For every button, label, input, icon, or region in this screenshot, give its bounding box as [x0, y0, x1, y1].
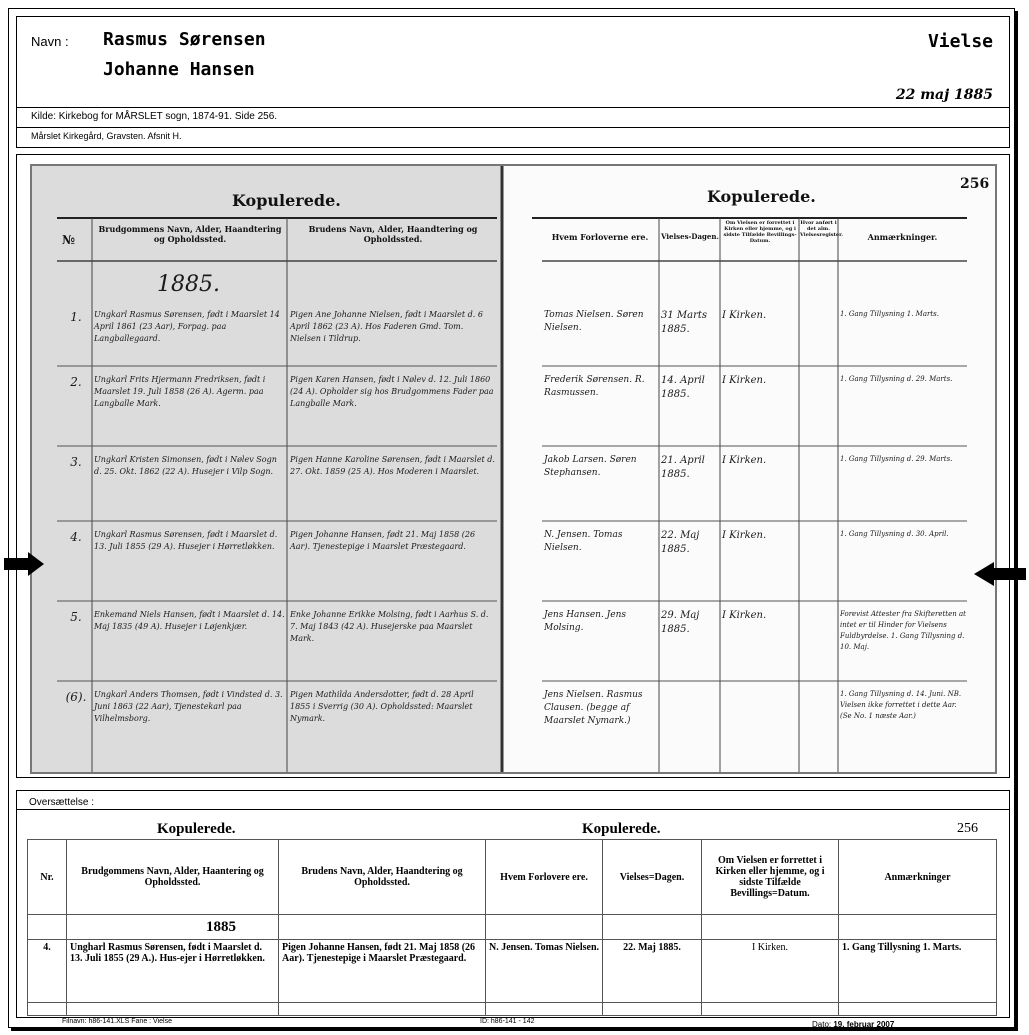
th-groom: Brudgommens Navn, Alder, Haantering og Opholdssted.	[67, 840, 279, 915]
scan-text-no: 4.	[70, 530, 82, 544]
scan-text-place: I Kirken.	[722, 455, 767, 466]
divider	[17, 107, 1009, 108]
scan-cell-notes	[840, 454, 967, 519]
cell-place: I Kirken.	[702, 940, 839, 1003]
cell-date: 22. Maj 1885.	[603, 940, 702, 1003]
scan-cell-groom	[94, 689, 286, 764]
cell-bride: Pigen Johanne Hansen, født 21. Maj 1858 (26 Aar). Tjenestepige i Maarslet Præstegaard.	[279, 940, 486, 1003]
scan-text-no: (6).	[65, 690, 87, 704]
scan-text-no: 1.	[70, 310, 82, 324]
scan-page-number: 256	[960, 176, 990, 192]
scan-text-notes: 1. Gang Tillysning d. 30. April.	[840, 530, 949, 538]
scan-text-notes: 1. Gang Tillysning d. 14. Juni. NB. Vielsen ikke forrettet i dette Aar. (Se No. 1 næste Aar.)	[840, 690, 962, 720]
scan-text-date: 21. April 1885.	[661, 455, 705, 480]
scan-cell-bride	[290, 689, 495, 764]
scan-text-place: I Kirken.	[722, 530, 767, 541]
scan-cell-date	[661, 454, 719, 519]
scan-text-no: 3.	[70, 455, 82, 469]
table-empty-row	[28, 1003, 997, 1016]
scan-cell-date	[661, 374, 719, 444]
scan-cell-no	[60, 609, 92, 679]
scan-year: 1885.	[157, 272, 220, 297]
scan-cell-bride	[290, 374, 495, 444]
scan-cell-bride	[290, 454, 495, 519]
th-notes: Anmærkninger	[839, 840, 997, 915]
scan-cell-place	[722, 454, 798, 519]
footer-date-block	[812, 1020, 894, 1029]
translation-year: 1885	[67, 915, 279, 940]
cell-nr: 4.	[28, 940, 67, 1003]
record-date: 22 maj 1885	[895, 87, 993, 103]
scan-text-notes: 1. Gang Tillysning 1. Marts.	[840, 310, 939, 318]
scan-text-bride: Pigen Mathilda Andersdotter, født d. 28 April 1855 i Sverrig (30 A). Opholdssted: Maarslet Nymark.	[290, 690, 474, 723]
record-header	[16, 16, 1010, 148]
scan-col-date: Vielses-Dagen.	[661, 232, 719, 241]
translation-title-right: Kopulerede.	[582, 821, 661, 837]
right-title: Kopulerede.	[707, 187, 816, 206]
scan-text-notes: Forevist Attester fra Skifteretten at intet er til Hinder for Vielsens Fuldbyrdelse. 1. Gang Tillysning d. 10. Maj.	[840, 610, 966, 651]
scan-text-date: 22. Maj 1885.	[661, 530, 700, 555]
scan-cell-groom	[94, 374, 286, 444]
scan-cell-date	[661, 529, 719, 599]
th-witness: Hvem Forlovere ere.	[486, 840, 603, 915]
location-line: Mårslet Kirkegård, Gravsten. Afsnit H.	[31, 131, 182, 141]
footer-filename: Filnavn: h86-141.XLS Fane : Vielse	[62, 1018, 172, 1025]
scan-text-bride: Pigen Johanne Hansen, født 21. Maj 1858 (26 Aar). Tjenestepige i Maarslet Præstegaard.	[290, 530, 476, 551]
scan-cell-notes	[840, 309, 967, 364]
scan-text-groom: Ungkarl Rasmus Sørensen, født i Maarslet d. 13. Juli 1855 (29 A). Husejer i Hørretløkken.	[94, 530, 278, 551]
scan-text-bride: Enke Johanne Erikke Molsing, født i Aarhus S. d. 7. Maj 1843 (42 A). Husejerske paa Maarslet Mark.	[290, 610, 489, 643]
scan-text-witness: Jakob Larsen. Søren Stephansen.	[544, 455, 637, 478]
scan-cell-no	[60, 374, 92, 444]
scan-text-groom: Ungkarl Anders Thomsen, født i Vindsted d. 3. Juni 1863 (22 Aar), Tjenestekarl paa Vilhelmsborg.	[94, 690, 283, 723]
scan-text-bride: Pigen Karen Hansen, født i Nølev d. 12. Juli 1860 (24 A). Opholder sig hos Brudgommens Fader paa Langballe Mark.	[290, 375, 494, 408]
scan-cell-place	[722, 609, 798, 679]
translation-table	[27, 839, 997, 1016]
cell-notes: 1. Gang Tillysning 1. Marts.	[839, 940, 997, 1003]
scan-cell-witness	[544, 309, 658, 364]
scan-cell-notes	[840, 374, 967, 444]
translation-section	[16, 790, 1010, 1018]
scan-cell-date	[661, 609, 719, 679]
footer-id: ID: h86-141 - 142	[480, 1018, 535, 1025]
scan-cell-groom	[94, 454, 286, 519]
scan-text-groom: Enkemand Niels Hansen, født i Maarslet d. 14. Maj 1835 (49 A). Husejer i Løjenkjær.	[94, 610, 285, 631]
divider	[17, 127, 1009, 128]
scan-cell-witness	[544, 529, 658, 599]
scan-cell-no	[60, 689, 92, 764]
scan-svg	[32, 166, 995, 772]
scan-col-witness: Hvem Forloverne ere.	[551, 232, 649, 242]
translation-title-left: Kopulerede.	[157, 821, 236, 837]
translation-label: Oversættelse :	[29, 797, 95, 808]
source-line: Kilde: Kirkebog for MÅRSLET sogn, 1874-91. Side 256.	[31, 111, 278, 122]
arrow-left-icon	[974, 562, 1026, 586]
scan-text-notes: 1. Gang Tillysning d. 29. Marts.	[840, 375, 953, 383]
scan-text-date: 31 Marts 1885.	[661, 310, 708, 335]
scan-text-place: I Kirken.	[722, 375, 767, 386]
scan-cell-notes	[840, 529, 967, 599]
table-row	[28, 940, 997, 1003]
scan-text-no: 2.	[70, 375, 82, 389]
scan-cell-groom	[94, 529, 286, 599]
scan-text-place: I Kirken.	[722, 610, 767, 621]
scan-cell-no	[60, 309, 92, 364]
scan-cell-no	[60, 454, 92, 519]
scan-text-bride: Pigen Hanne Karoline Sørensen, født i Maarslet d. 27. Okt. 1859 (25 A). Hos Moderen i Maarslet.	[290, 455, 495, 476]
scan-cell-witness	[544, 374, 658, 444]
left-title: Kopulerede.	[232, 191, 341, 210]
cell-groom: Ungharl Rasmus Sørensen, født i Maarslet d. 13. Juli 1855 (29 A.). Hus-ejer i Hørretløkken.	[67, 940, 279, 1003]
scan-cell-groom	[94, 309, 286, 364]
scan-text-witness: Jens Nielsen. Rasmus Clausen. (begge af Maarslet Nymark.)	[544, 690, 643, 726]
scan-col-no: №	[62, 233, 76, 247]
scan-col-bride: Brudens Navn, Alder, Haandtering og Opholdssted.	[308, 224, 478, 244]
th-place: Om Vielsen er forrettet i Kirken eller hjemme, og i sidste Tilfælde Bevillings=Datum.	[702, 840, 839, 915]
bride-name: Johanne Hansen	[103, 59, 255, 80]
scan-text-date: 14. April 1885.	[661, 375, 705, 400]
scan-cell-notes	[840, 609, 967, 679]
scan-text-date: 29. Maj 1885.	[661, 610, 700, 635]
translation-page: 256	[957, 821, 978, 836]
footer-date-label: Dato:	[812, 1020, 832, 1029]
scan-text-witness: N. Jensen. Tomas Nielsen.	[544, 530, 623, 553]
th-nr: Nr.	[28, 840, 67, 915]
church-book-scan	[30, 164, 997, 774]
scan-text-bride: Pigen Ane Johanne Nielsen, født i Maarslet d. 6 April 1862 (23 A). Hos Faderen Gmd. Tom. Nielsen i Tildrup.	[290, 310, 483, 343]
scan-cell-groom	[94, 609, 286, 679]
scan-cell-place	[722, 689, 798, 764]
scan-cell-place	[722, 309, 798, 364]
groom-name: Rasmus Sørensen	[103, 29, 266, 50]
scan-cell-bride	[290, 309, 495, 364]
scan-cell-no	[60, 529, 92, 599]
scan-cell-bride	[290, 529, 495, 599]
th-bride: Brudens Navn, Alder, Haandtering og Opholdssted.	[279, 840, 486, 915]
scan-cell-place	[722, 529, 798, 599]
scan-cell-bride	[290, 609, 495, 679]
scan-cell-notes	[840, 689, 967, 764]
cell-witness: N. Jensen. Tomas Nielsen.	[486, 940, 603, 1003]
scan-text-no: 5.	[70, 610, 82, 624]
scan-cell-witness	[544, 689, 658, 764]
scan-col-notes: Anmærkninger.	[867, 232, 938, 242]
name-label: Navn :	[31, 34, 69, 49]
scan-col-groom: Brudgommens Navn, Alder, Haandtering og Opholdssted.	[98, 224, 282, 244]
scan-cell-date	[661, 309, 719, 364]
scan-text-place: I Kirken.	[722, 310, 767, 321]
scan-cell-witness	[544, 609, 658, 679]
scan-col-place: Om Vielsen er forrettet i Kirken eller hjemme, og i sidste Tilfælde Bevillings-Datum.	[723, 220, 797, 244]
scan-cell-witness	[544, 454, 658, 519]
th-date: Vielses=Dagen.	[603, 840, 702, 915]
table-header-row	[28, 840, 997, 915]
scan-text-groom: Ungkarl Kristen Simonsen, født i Nølev Sogn d. 25. Okt. 1862 (22 A). Husejer i Vilp Sogn.	[94, 455, 277, 476]
scan-col-register: Hvor anført i det alm. Vielsesregister.	[800, 220, 844, 238]
scan-text-groom: Ungkarl Rasmus Sørensen, født i Maarslet 14 April 1861 (23 Aar), Forpag. paa Langballegaard.	[94, 310, 280, 343]
scan-text-notes: 1. Gang Tillysning d. 29. Marts.	[840, 455, 953, 463]
scan-text-witness: Tomas Nielsen. Søren Nielsen.	[544, 310, 644, 333]
arrow-right-icon	[4, 552, 44, 576]
scan-text-witness: Frederik Sørensen. R. Rasmussen.	[544, 375, 645, 398]
footer-date: 19. februar 2007	[833, 1020, 895, 1029]
divider	[17, 809, 1009, 810]
scan-text-witness: Jens Hansen. Jens Molsing.	[544, 610, 627, 633]
scan-cell-date	[661, 689, 719, 764]
scan-text-groom: Ungkarl Frits Hjermann Fredriksen, født i Maarslet 19. Juli 1858 (26 A). Agerm. paa Langballe Mark.	[94, 375, 266, 408]
table-year-row	[28, 915, 997, 940]
record-type: Vielse	[927, 31, 993, 52]
scan-cell-place	[722, 374, 798, 444]
